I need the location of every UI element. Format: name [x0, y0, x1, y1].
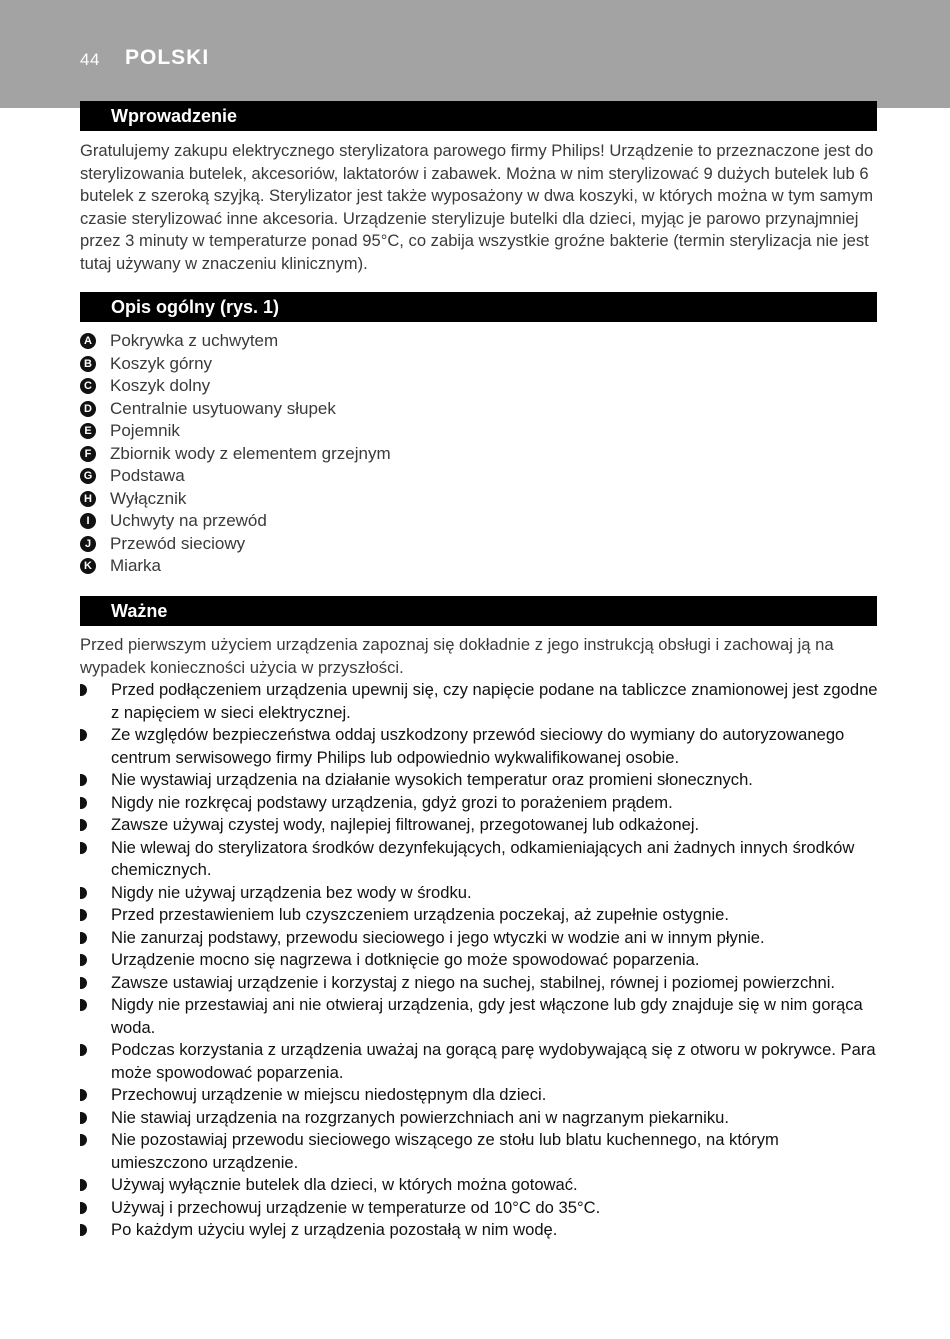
- part-label: Wyłącznik: [110, 488, 187, 508]
- bullet-icon: [80, 842, 87, 854]
- part-label: Miarka: [110, 556, 162, 575]
- important-intro-paragraph: Przed pierwszym użyciem urządzenia zapoznaj się dokładnie z jego instrukcją obsługi i zachowaj ją na wypadek konieczności użycia w przyszłości.: [80, 635, 834, 677]
- warning-text: Nie wystawiaj urządzenia na działanie wysokich temperatur oraz promieni słonecznych.: [111, 770, 753, 789]
- part-label: Centralnie usytuowany słupek: [110, 398, 336, 418]
- part-letter-badge: G: [80, 468, 96, 484]
- bullet-icon: [80, 819, 87, 831]
- parts-list-item: [80, 533, 780, 556]
- bullet-icon: [80, 1179, 87, 1191]
- warning-text: Używaj wyłącznie butelek dla dzieci, w których można gotować.: [111, 1175, 578, 1194]
- bullet-icon: [80, 1134, 87, 1146]
- warning-item: [80, 972, 880, 995]
- warning-text: Po każdym użyciu wylej z urządzenia pozostałą w nim wodę.: [111, 1220, 558, 1239]
- parts-list-item: [80, 330, 780, 353]
- part-letter-badge: C: [80, 378, 96, 394]
- intro-paragraph: Gratulujemy zakupu elektrycznego sterylizatora parowego firmy Philips! Urządzenie to przeznaczone jest do sterylizowania butelek, akcesoriów, laktatorów i zabawek. Można w nim sterylizować 9 dużych butelek lub 6 butelek z szeroką szyjką. Sterylizator jest także wyposażony w dwa koszyki, w których można w tym samym czasie sterylizować inne akcesoria. Urządzenie sterylizuje butelki dla dzieci, myjąc je parowo przynajmniej przez 3 minuty w temperaturze ponad 95°C, co zabija wszystkie groźne bakterie (termin sterylizacja nie jest tutaj używany w znaczeniu klinicznym).: [80, 141, 874, 273]
- bullet-icon: [80, 999, 87, 1011]
- warning-text: Nie pozostawiaj przewodu sieciowego wiszącego ze stołu lub blatu kuchennego, na którym umieszczono urządzenie.: [111, 1130, 779, 1172]
- parts-list-item: [80, 510, 780, 533]
- part-letter-badge: K: [80, 558, 96, 574]
- section-heading-overview: Opis ogólny (rys. 1): [80, 292, 877, 322]
- warning-text: Używaj i przechowuj urządzenie w temperaturze od 10°C do 35°C.: [111, 1197, 601, 1217]
- bullet-icon: [80, 1202, 87, 1214]
- bullet-icon: [80, 684, 87, 696]
- part-label: Koszyk dolny: [110, 376, 211, 395]
- warning-text: Urządzenie mocno się nagrzewa i dotknięcie go może spowodować poparzenia.: [111, 950, 700, 969]
- warning-item: [80, 1107, 880, 1130]
- part-letter-badge: A: [80, 333, 96, 349]
- bullet-icon: [80, 909, 87, 921]
- warning-text: Podczas korzystania z urządzenia uważaj na gorącą parę wydobywającą się z otworu w pokrywce. Para może spowodować poparzenia.: [111, 1040, 876, 1082]
- warning-text: Nie stawiaj urządzenia na rozgrzanych powierzchniach ani w nagrzanym piekarniku.: [111, 1107, 729, 1127]
- warning-item: [80, 837, 880, 882]
- bullet-icon: [80, 977, 87, 989]
- parts-list-item: [80, 375, 780, 398]
- page-number: 44: [80, 50, 100, 69]
- part-label: Uchwyty na przewód: [110, 511, 267, 530]
- parts-list: [80, 330, 780, 578]
- parts-list-item: [80, 465, 780, 488]
- part-label: Koszyk górny: [110, 353, 213, 373]
- warning-item: [80, 927, 880, 950]
- part-letter-badge: I: [80, 513, 96, 529]
- page-language-title: POLSKI: [125, 46, 210, 69]
- warning-text: Zawsze ustawiaj urządzenie i korzystaj z niego na suchej, stabilnej, równej i poziomej powierzchni.: [111, 972, 836, 992]
- warning-text: Nie wlewaj do sterylizatora środków dezynfekujących, odkamieniających ani żadnych innych środków chemicznych.: [111, 837, 855, 879]
- warning-item: [80, 949, 880, 972]
- bullet-icon: [80, 1112, 87, 1124]
- warning-item: [80, 814, 880, 837]
- warnings-list: [80, 679, 880, 1242]
- part-label: Przewód sieciowy: [110, 533, 246, 553]
- parts-list-item: [80, 420, 780, 443]
- warning-item: [80, 724, 880, 769]
- part-label: Podstawa: [110, 466, 185, 485]
- warning-text: Nigdy nie rozkręcaj podstawy urządzenia, gdyż grozi to porażeniem prądem.: [111, 792, 673, 812]
- bullet-icon: [80, 1089, 87, 1101]
- warning-item: [80, 1219, 880, 1242]
- warning-item: [80, 769, 880, 792]
- part-letter-badge: D: [80, 401, 96, 417]
- warning-item: [80, 882, 880, 905]
- part-letter-badge: J: [80, 536, 96, 552]
- bullet-icon: [80, 1224, 87, 1236]
- bullet-icon: [80, 1044, 87, 1056]
- warning-text: Nie zanurzaj podstawy, przewodu sieciowego i jego wtyczki w wodzie ani w innym płynie.: [111, 927, 765, 947]
- bullet-icon: [80, 887, 87, 899]
- part-label: Pojemnik: [110, 421, 180, 440]
- warning-text: Nigdy nie używaj urządzenia bez wody w środku.: [111, 882, 472, 902]
- section-heading-intro: Wprowadzenie: [80, 101, 877, 131]
- page-header: [0, 0, 950, 108]
- warning-item: [80, 679, 880, 724]
- part-letter-badge: F: [80, 446, 96, 462]
- warning-item: [80, 904, 880, 927]
- warning-item: [80, 1197, 880, 1220]
- part-label: Pokrywka z uchwytem: [110, 331, 279, 350]
- part-letter-badge: E: [80, 423, 96, 439]
- warning-text: Nigdy nie przestawiaj ani nie otwieraj urządzenia, gdy jest włączone lub gdy znajduje się w nim gorąca woda.: [111, 995, 863, 1037]
- warning-text: Przechowuj urządzenie w miejscu niedostępnym dla dzieci.: [111, 1085, 547, 1104]
- bullet-icon: [80, 932, 87, 944]
- part-letter-badge: B: [80, 356, 96, 372]
- part-letter-badge: H: [80, 491, 96, 507]
- warning-text: Przed podłączeniem urządzenia upewnij się, czy napięcie podane na tabliczce znamionowej jest zgodne z napięciem w sieci elektrycznej.: [111, 680, 878, 722]
- warning-item: [80, 1039, 880, 1084]
- warning-item: [80, 1174, 880, 1197]
- part-label: Zbiornik wody z elementem grzejnym: [110, 443, 391, 463]
- warning-item: [80, 1129, 880, 1174]
- parts-list-item: [80, 555, 780, 578]
- bullet-icon: [80, 797, 87, 809]
- warning-item: [80, 994, 880, 1039]
- parts-list-item: [80, 398, 780, 421]
- parts-list-item: [80, 443, 780, 466]
- parts-list-item: [80, 353, 780, 376]
- warning-item: [80, 1084, 880, 1107]
- warning-text: Zawsze używaj czystej wody, najlepiej filtrowanej, przegotowanej lub odkażonej.: [111, 815, 700, 834]
- warning-item: [80, 792, 880, 815]
- bullet-icon: [80, 774, 87, 786]
- warning-text: Ze względów bezpieczeństwa oddaj uszkodzony przewód sieciowy do wymiany do autoryzowanego centrum serwisowego firmy Philips lub odpowiednio wykwalifikowanej osobie.: [111, 725, 845, 767]
- warning-text: Przed przestawieniem lub czyszczeniem urządzenia poczekaj, aż zupełnie ostygnie.: [111, 905, 729, 924]
- parts-list-item: [80, 488, 780, 511]
- section-heading-important: Ważne: [80, 596, 877, 626]
- bullet-icon: [80, 729, 87, 741]
- bullet-icon: [80, 954, 87, 966]
